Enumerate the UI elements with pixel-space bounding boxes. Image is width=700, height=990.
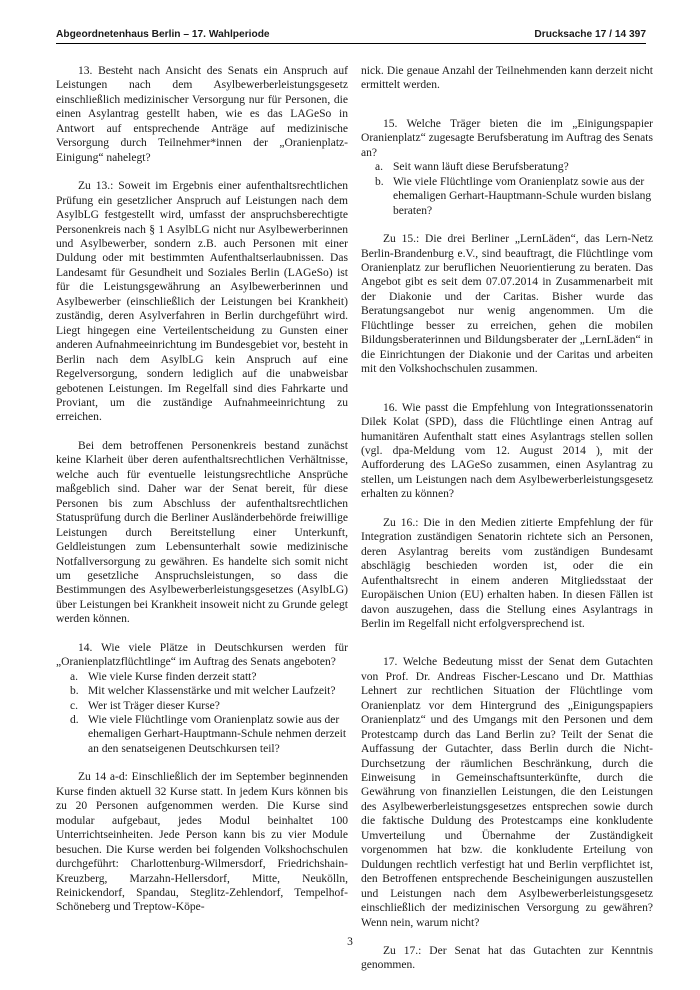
item-text: Wie viele Kurse finden derzeit statt? [88, 670, 257, 683]
answer-17: Zu 17.: Der Senat hat das Gutachten zur Kenntnis genommen. [361, 945, 653, 972]
question-17: 17. Welche Bedeutung misst der Senat dem Gutachten von Prof. Dr. Andreas Fischer-Lescano und Dr. Matthias Lehnert zur rechtlichen Situation der Flüchtlinge vom Oranienplatz vor dem Hintergrund des „Einigungspapiers Oranienplatz“ und des Umgangs mit den Personen und dem Protestcamp durch das Land Berlin zu? Teilt der Senat die Auffassung der Gutachter, dass Berlin durch die Nicht-Durchsetzung der räumlichen Beschränkung, durch die Einweisung in Gemeinschaftsunterkünfte, durch die Gewährung von finanziellen Leistungen, die den Leistungen des Asylbewerberleistungsgesetzes entsprechen sowie durch die faktische Duldung des Protestcamps eine konkludente Umverteilung und Übernahme der Zuständigkeit vorgenommen hat bzw. die konkludente Erteilung von Duldungen rechtlich verfestigt hat und Berlin verpflichtet ist, den Betroffenen entsprechende Bescheinigungen auszustellen und Leistungen nach dem Asylbewerberleistungsgesetz einschließlich der medizinischen Versorgung zu gewähren? Wenn nein, warum nicht? [361, 656, 653, 929]
question-14: 14. Wie viele Plätze in Deutschkursen werden für „Oranienplatzflüchtlinge“ im Auftrag des Senats angeboten? [56, 641, 348, 669]
page-number: 3 [347, 936, 353, 948]
item-label: b. [375, 175, 384, 188]
item-label: b. [70, 685, 79, 698]
question-14-item-d [56, 713, 348, 756]
question-14-item-c [56, 699, 348, 713]
item-label: c. [70, 699, 79, 712]
answer-13-paragraph-2: Bei dem betroffenen Personenkreis bestand zunächst keine Klarheit über deren aufenthaltsrechtlichen Verhältnisse, welche auch für eventuelle leistungsrechtliche Ansprüche maßgeblich sind. Daher war der Senat bereit, für diese Personen bis zum Abschluss der aufenthaltsrechtlichen Statusprüfung durch die Berliner Ausländerbehörde freiwillige Leistungen durch Bereitstellung einer Unterkunft, Geldleistungen zum Lebensunterhalt sowie medizinische Notfallversorgung zu gewähren. Es handelte sich somit nicht um gesetzliche Anspruchsleistungen, so dass die Bestimmungen des Asylbewerberleistungsgesetzes (AsylbLG) über Leistungen bei Krankheit insoweit nicht zu Grunde gelegt werden können. [56, 439, 348, 626]
page-header [56, 22, 646, 44]
question-15-sublist [361, 160, 653, 218]
answer-14: Zu 14 a-d: Einschließlich der im September beginnenden Kurse finden aktuell 32 Kurse statt. In jedem Kurs können bis zu 20 Personen aufgenommen werden. Die Kurse sind modular aufgebaut, jedes Modul beinhaltet 100 Unterrichtseinheiten. Jede Person kann bis zu vier Module besuchen. Die Kurse werden bei folgenden Volkshochschulen durchgeführt: Charlottenburg-Wilmersdorf, Friedrichshain-Kreuzberg, Marzahn-Hellersdorf, Mitte, Neukölln, Reinickendorf, Spandau, Steglitz-Zehlendorf, Tempelhof-Schöneberg und Treptow-Köpe- [56, 771, 348, 914]
item-label: d. [70, 714, 79, 727]
answer-13-paragraph-1: Zu 13.: Soweit im Ergebnis einer aufenthaltsrechtlichen Prüfung ein gesetzlicher Anspruch auf Leistungen nach dem AsylbLG festgestellt wird, umfasst der anspruchsberechtigte Personenkreis nach § 1 AsylbLG nicht nur Asylbewerberinnen und Asylbewerber, sondern z.B. auch Personen mit einer Duldung oder mit bestimmten Aufenthaltserlaubnissen. Das Landesamt für Gesundheit und Soziales Berlin (LAGeSo) ist für die Leistungsgewährung an Asylbewerberinnen und Asylbewerber (einschließlich der Leistungen bei Krankheit) zuständig, deren Asylverfahren in Berlin durchgeführt wird. Liegt hingegen eine Verteilentscheidung zu Gunsten einer anderen Aufnahmeeinrichtung im Bundesgebiet vor, besteht in Berlin nach dem AsylbLG kein Anspruch auf eine Regelversorgung, sondern lediglich auf die unabweisbar gebotenen Leistungen. Im Regelfall sind dies Fahrkarte und Proviant, um die zuständige Aufnahmeeinrichtung zu erreichen. [56, 180, 348, 424]
answer-16: Zu 16.: Die in den Medien zitierte Empfehlung der für Integration zuständigen Senatorin richtete sich an Personen, deren Asylantrag bereits vom zuständigen Bundesamt abschlägig beschieden worden ist, oder die ein Aufenthaltsrecht in einem anderen Mitgliedsstaat der Europäischen Union (EU) erhalten haben. In diesen Fällen ist davon auszugehen, dass die Stellung eines Asylantrags in Berlin im Regelfall nicht erfolgversprechend ist. [361, 516, 653, 630]
question-15-item-b [361, 175, 653, 218]
question-14-sublist [56, 670, 348, 757]
question-14-item-a [56, 670, 348, 684]
left-column [56, 64, 348, 915]
item-text: Seit wann läuft diese Berufsberatung? [393, 161, 569, 174]
question-16: 16. Wie passt die Empfehlung von Integrationssenatorin Dilek Kolat (SPD), dass die Flüchtlinge einen Antrag auf humanitären Aufenthalt statt eines Asylantrags stellen sollen (vgl. dpa-Meldung vom 12. August 2014 ), mit der Aufforderung des LAGeSo zusammen, einen Asylantrag zu stellen, um Leistungen nach dem Asylbewerberleistungsgesetz erhalten zu können? [361, 401, 653, 501]
question-13: 13. Besteht nach Ansicht des Senats ein Anspruch auf Leistungen nach dem Asylbewerberleistungsgesetz einschließlich medizinischer Versorgung nur für Personen, die einen Asylantrag gestellt haben, wie es das LAGeSo in Antwort auf entsprechende Anträge auf medizinische Versorgung durch Teilnehmer*innen der „Oranienplatz-Einigung“ nahelegt? [56, 65, 348, 164]
answer-15: Zu 15.: Die drei Berliner „LernLäden“, das Lern-Netz Berlin-Brandenburg e.V., sind beauftragt, die Flüchtlinge vom Oranienplatz zur beruflichen Neuorientierung zu beraten. Das Angebot gibt es seit dem 07.07.2014 in Zusammenarbeit mit der Diakonie und der Caritas. Bisher wurde das Beratungsangebot nur wenig angenommen. Um die Flüchtlinge besser zu erreichen, gehen die mobilen Bildungsberaterinnen und Bildungsberater der „LernLäden“ in die Einrichtungen der Diakonie und der Caritas und arbeiten mit den Volkshochschulen zusammen. [361, 233, 653, 376]
item-label: a. [375, 161, 384, 174]
header-title: Abgeordnetenhaus Berlin – 17. Wahlperiode [56, 29, 270, 40]
question-15: 15. Welche Träger bieten die im „Einigungspapier Oranienplatz“ zugesagte Berufsberatung im Auftrag des Senats an? [361, 117, 653, 159]
item-text: Wie viele Flüchtlinge vom Oranienplatz sowie aus der ehemaligen Gerhart-Hauptmann-Schule nehmen derzeit an den senatseigenen Deutschkursen teil? [88, 714, 347, 755]
item-text: Mit welcher Klassenstärke und mit welcher Laufzeit? [88, 685, 336, 698]
item-text: Wie viele Flüchtlinge vom Oranienplatz sowie aus der ehemaligen Gerhart-Hauptmann-Schule wurden bislang beraten? [393, 175, 652, 217]
question-15-item-a [361, 160, 653, 174]
item-label: a. [70, 670, 79, 683]
header-document-number: Drucksache 17 / 14 397 [534, 29, 646, 40]
item-text: Wer ist Träger dieser Kurse? [88, 699, 220, 712]
answer-14-continued: nick. Die genaue Anzahl der Teilnehmenden kann derzeit nicht ermittelt werden. [361, 65, 653, 92]
question-14-item-b [56, 684, 348, 698]
right-column [361, 64, 653, 973]
